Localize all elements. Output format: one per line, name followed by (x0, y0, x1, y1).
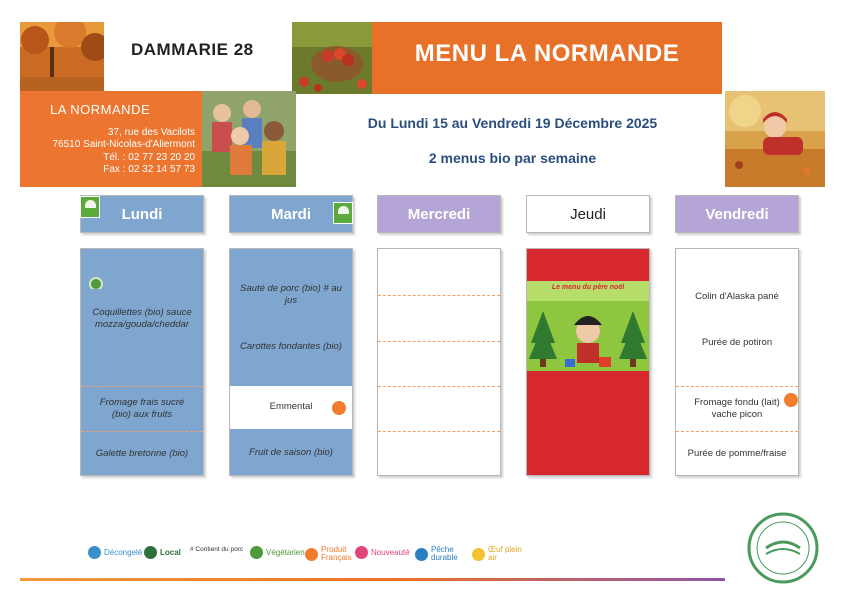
dessert-item: Galette bretonne (bio) (81, 433, 203, 475)
legend-item-porc (190, 546, 243, 553)
bio-subtitle: 2 menus bio par semaine (428, 150, 597, 166)
legend-label: Nouveauté (371, 548, 410, 557)
school-name: DAMMARIE 28 (131, 40, 254, 59)
christmas-banner (527, 281, 649, 371)
org-phone: Tél. : 02 77 23 20 20 (103, 152, 195, 163)
org-name: LA NORMANDE (50, 102, 151, 117)
bio-label-icon (80, 196, 100, 218)
legend-label: # Contient du porc (190, 546, 244, 553)
day-label: Mercredi (407, 205, 471, 223)
week-dates: Du Lundi 15 au Vendredi 19 Décembre 2025 (367, 115, 658, 131)
divider (676, 386, 798, 387)
dessert-item: Purée de pomme/fraise (676, 433, 798, 475)
apples-photo (292, 22, 374, 94)
day-header-vendredi (675, 195, 799, 233)
day-column-vendredi (675, 248, 799, 476)
side-dish: Purée de potiron (676, 325, 798, 361)
dairy-item: Fromage frais sucré (bio) aux fruits (81, 389, 203, 429)
la-normande-logo (740, 510, 826, 586)
children-photo (202, 91, 296, 187)
day-column-mardi (229, 248, 353, 476)
main-dish: Colin d'Alaska pané (676, 279, 798, 315)
day-label: Vendredi (705, 205, 769, 223)
veggie-icon (250, 546, 263, 559)
day-label: Jeudi (570, 205, 606, 223)
french-product-icon (784, 393, 798, 407)
legend-label: Décongelé (104, 548, 143, 557)
day-column-lundi (80, 248, 204, 476)
french-product-icon (332, 401, 346, 415)
legend-label: Produit Français (321, 545, 352, 562)
dessert-item: Fruit de saison (bio) (230, 431, 352, 475)
egg-icon (472, 548, 485, 561)
divider (81, 431, 203, 432)
main-dish: Sauté de porc (bio) # au jus (230, 277, 352, 313)
bio-label-icon (333, 202, 353, 224)
local-icon (144, 546, 157, 559)
legend-item-oeuf-plein-air (472, 546, 522, 562)
dairy-item: Fromage fondu (lait) vache picon (676, 389, 798, 429)
legend-item-local (144, 546, 181, 559)
day-column-mercredi (377, 248, 501, 476)
day-label: Mardi (270, 205, 311, 223)
divider (378, 431, 500, 432)
org-fax: Fax : 02 32 14 57 73 (103, 164, 195, 175)
divider (676, 431, 798, 432)
side-dish: Carottes fondantes (bio) (230, 329, 352, 365)
divider (378, 386, 500, 387)
legend-item-peche-durable (415, 546, 467, 562)
legend-label: Local (160, 548, 181, 557)
org-address-line1: 37, rue des Vacilots (107, 127, 195, 138)
divider (81, 386, 203, 387)
day-header-mercredi (377, 195, 501, 233)
girl-leaves-photo (725, 91, 825, 187)
legend-item-produit-francais (305, 546, 353, 562)
french-product-icon (305, 548, 318, 561)
divider (378, 341, 500, 342)
day-column-jeudi (526, 248, 650, 476)
org-address-line2: 76510 Saint-Nicolas-d'Aliermont (52, 139, 195, 150)
day-label: Lundi (121, 205, 163, 223)
legend-label: Œuf plein air (488, 545, 522, 562)
legend-item-vegetarien (250, 546, 305, 559)
day-header-jeudi (526, 195, 650, 233)
divider (378, 295, 500, 296)
legend-item-decongele (88, 546, 142, 559)
fish-icon (415, 548, 428, 561)
footer-gradient-line (20, 578, 725, 581)
new-icon (355, 546, 368, 559)
legend-label: Pêche durable (431, 545, 458, 562)
main-dish: Coquillettes (bio) sauce mozza/gouda/cheddar (81, 289, 203, 349)
christmas-banner-title: Le menu du père noël (551, 284, 625, 291)
menu-title: MENU LA NORMANDE (414, 40, 680, 67)
dairy-item: Emmental (230, 386, 352, 429)
autumn-photo (20, 22, 104, 92)
snowflake-icon (88, 546, 101, 559)
legend-label: Végétarien (266, 548, 305, 557)
legend-item-nouveaute (355, 546, 410, 559)
